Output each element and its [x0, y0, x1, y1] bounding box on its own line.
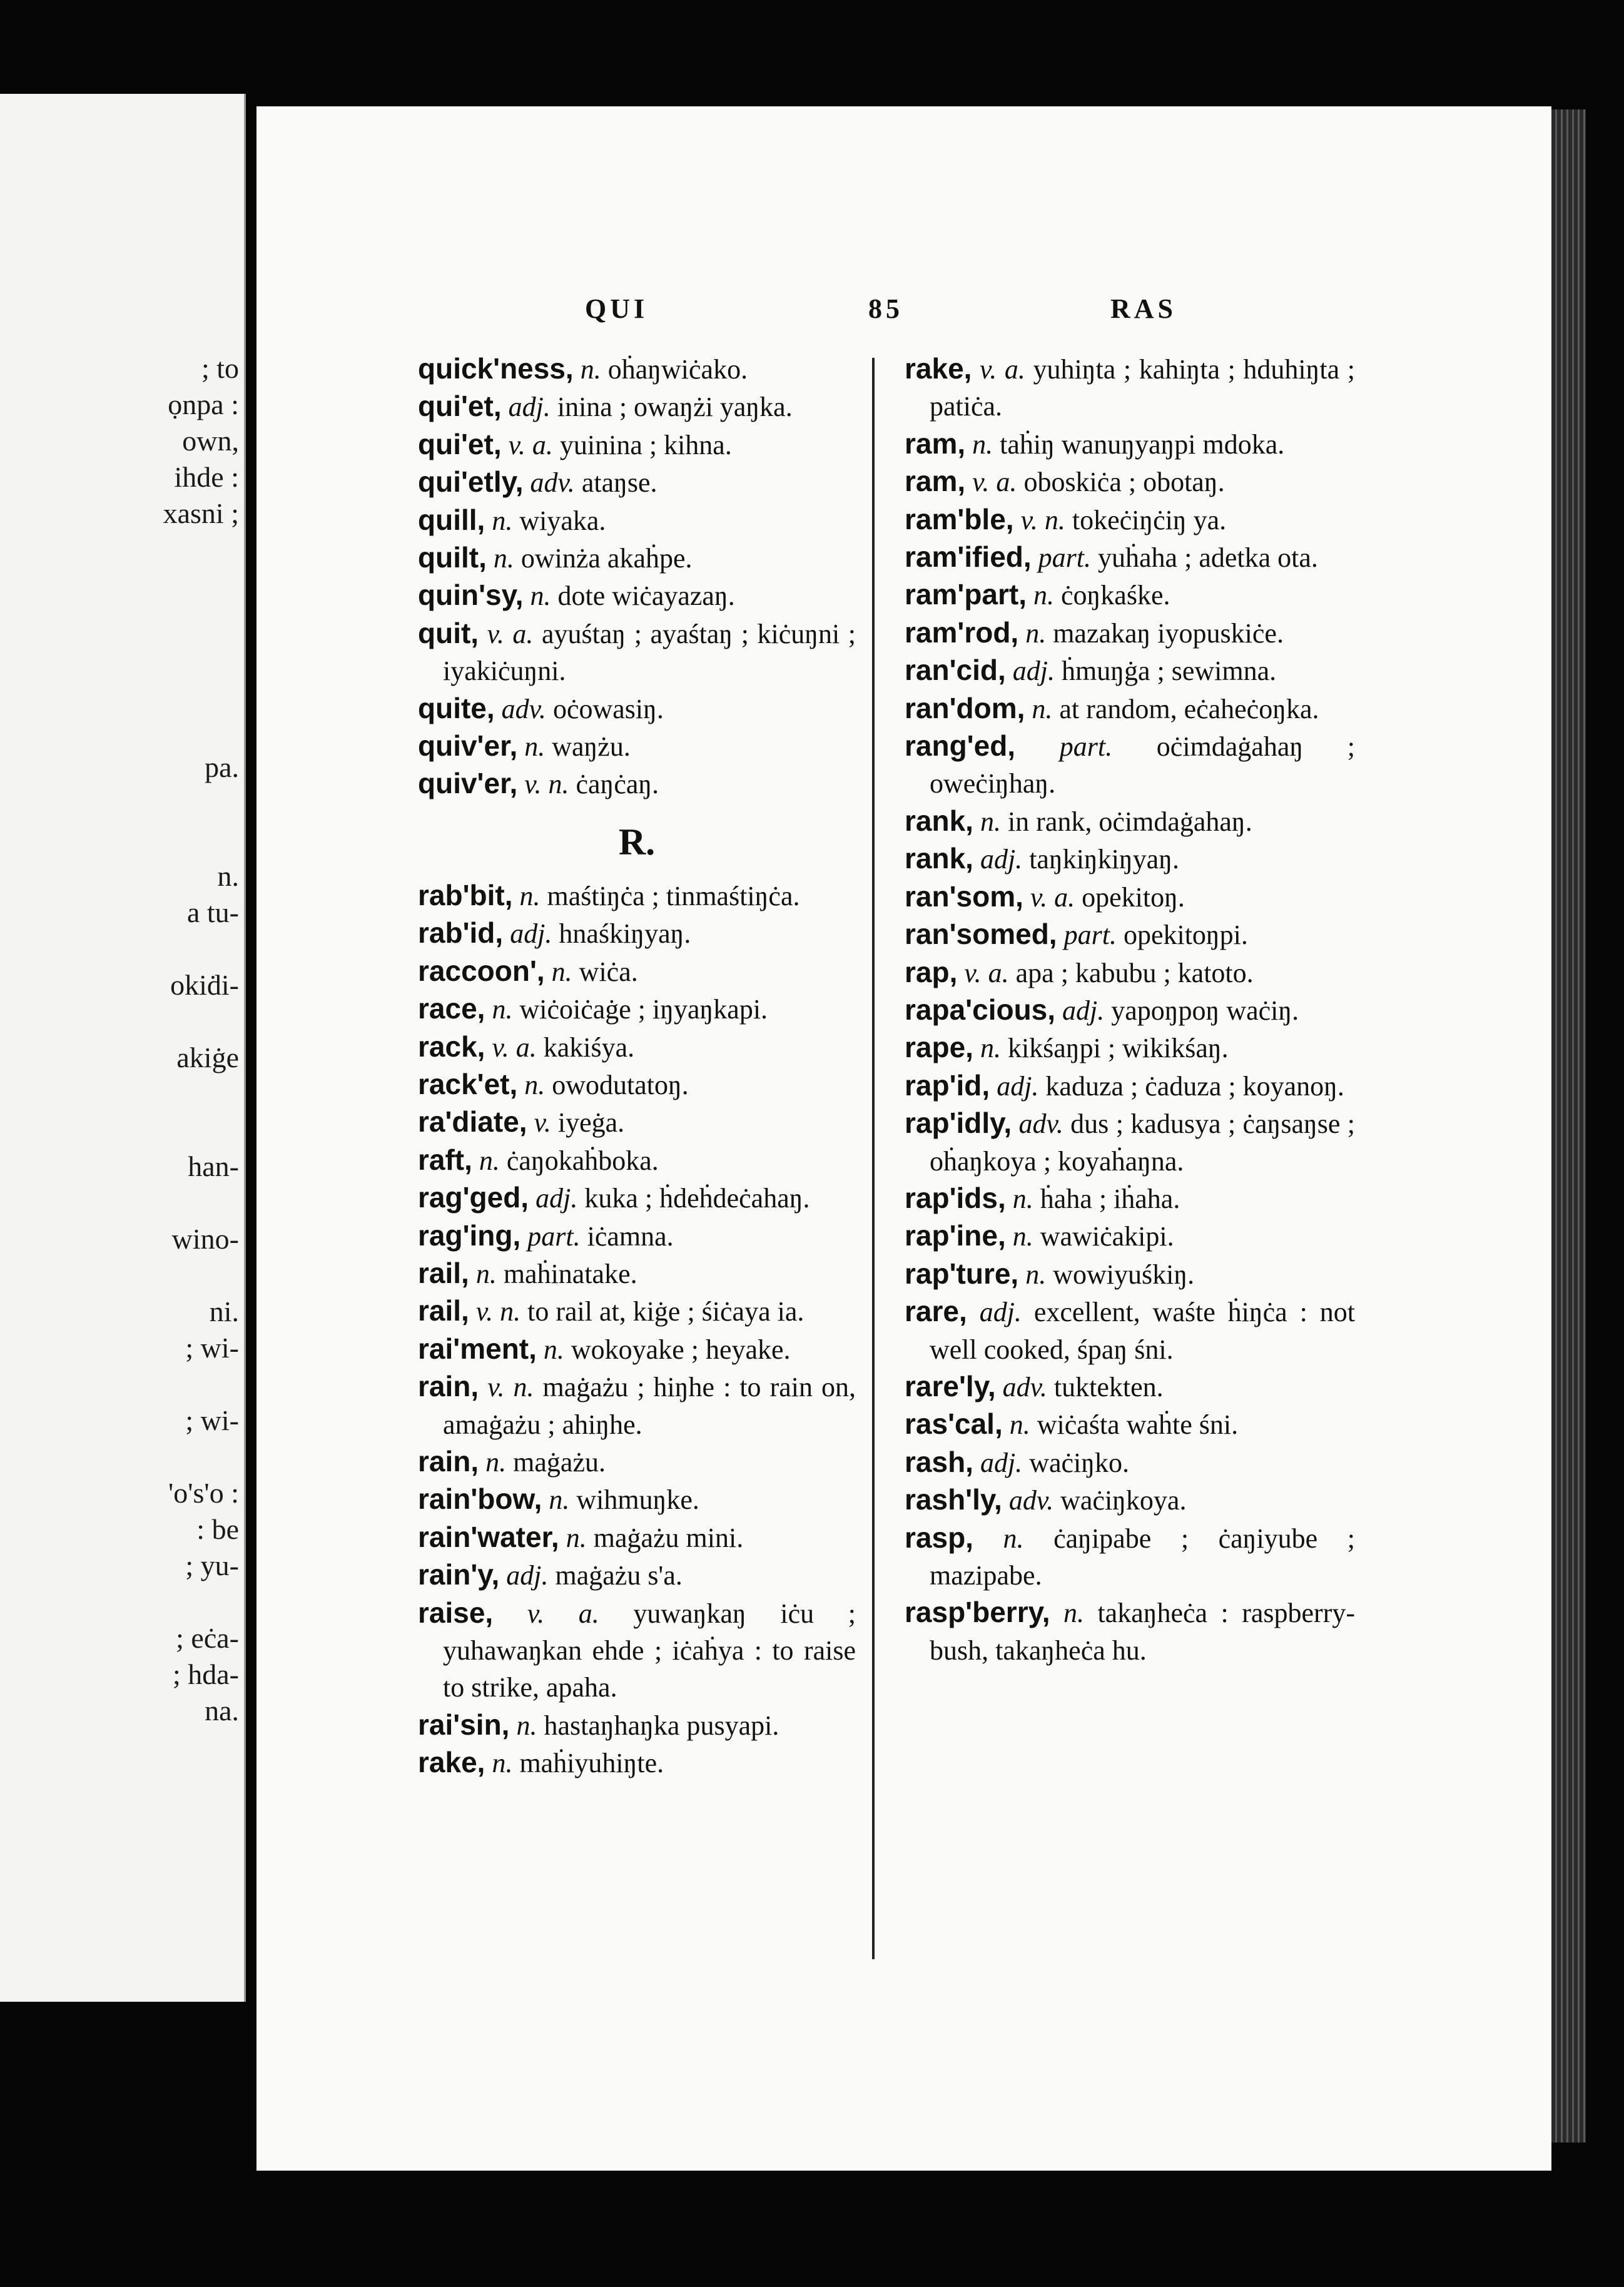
entry-definition: ċaŋokaḣboka. [499, 1145, 659, 1176]
facing-page-text-fragment: ọnpa : [168, 388, 239, 420]
entry-definition: wowiyuśkiŋ. [1046, 1259, 1195, 1290]
dictionary-entry [418, 464, 856, 501]
dictionary-entry [418, 1103, 856, 1141]
entry-definition: maḣiyuhiŋte. [512, 1748, 664, 1779]
entry-headword: rab'id, [418, 916, 504, 950]
entry-headword: rag'ing, [418, 1219, 521, 1252]
entry-headword: raft, [418, 1143, 472, 1176]
dictionary-entry [418, 1481, 856, 1518]
entry-headword: rap'ine, [905, 1219, 1006, 1252]
entry-definition: ċaŋipabe ; ċaŋiyube ; mazipabe. [930, 1523, 1356, 1591]
facing-page-text-fragment: ni. [209, 1296, 239, 1327]
entry-part-of-speech: n. [493, 543, 514, 574]
entry-definition: maśtiŋċa ; tinmaśtiŋċa. [540, 880, 800, 911]
page-number: 85 [868, 293, 903, 324]
dictionary-entry [418, 728, 856, 765]
entry-definition: waċiŋko. [1022, 1447, 1130, 1478]
entry-headword: rank, [905, 804, 973, 837]
facing-page-text-fragment: wino- [171, 1223, 239, 1255]
entry-headword: rank, [905, 842, 973, 875]
facing-page-text-fragment: okiḋi- [170, 969, 239, 1001]
entry-part-of-speech: adj. [980, 844, 1023, 875]
entry-headword: quill, [418, 503, 485, 536]
dictionary-entry [905, 350, 1355, 425]
entry-part-of-speech: adj. [979, 1297, 1022, 1328]
entry-definition: maḣinatake. [496, 1258, 637, 1289]
entry-definition: tuktekten. [1047, 1371, 1164, 1402]
dictionary-entry [905, 954, 1355, 991]
entry-headword: rake, [418, 1746, 485, 1779]
entry-part-of-speech: adv. [1008, 1485, 1054, 1516]
dictionary-entry [905, 1105, 1355, 1180]
entry-part-of-speech: n. [1032, 693, 1053, 724]
entry-definition: oboskiċa ; obotaŋ. [1017, 467, 1225, 498]
entry-headword: rail, [418, 1294, 469, 1327]
entry-part-of-speech: n. [1033, 580, 1055, 611]
entry-definition: to rail at, kiġe ; śiċaya ia. [520, 1296, 804, 1327]
entry-headword: rake, [905, 352, 972, 385]
dictionary-entry [418, 1706, 856, 1744]
entry-definition: waċiŋkoya. [1053, 1485, 1187, 1516]
entry-headword: rap'idly, [905, 1107, 1012, 1140]
entry-headword: rare, [905, 1295, 967, 1328]
entry-definition: at random, eċaheċoŋka. [1052, 693, 1319, 724]
entry-definition: yuwaŋkaŋ iċu ; yuhawaŋkan ehde ; iċaḣya : to raise to strike, apaha. [443, 1598, 856, 1703]
dictionary-entry [418, 1331, 856, 1368]
entry-definition: owodutatoŋ. [545, 1069, 689, 1100]
entry-definition: maġażu ; hiŋhe : to rain on, amaġażu ; ahiŋhe. [443, 1372, 856, 1440]
entry-definition: yuinina ; kihna. [552, 429, 732, 460]
facing-page-text-fragment: han- [188, 1150, 239, 1182]
entry-definition: inina ; owaŋżi yaŋka. [550, 392, 793, 423]
entry-headword: rasp, [905, 1521, 973, 1554]
dictionary-entry [905, 1368, 1355, 1406]
entry-definition: opekitoŋpi. [1116, 920, 1248, 951]
entry-part-of-speech: v. [534, 1107, 551, 1138]
dictionary-entry [905, 728, 1355, 803]
entry-part-of-speech: n. [549, 1484, 570, 1516]
entry-definition: maġażu. [506, 1446, 606, 1478]
entry-part-of-speech: v. a. [492, 1032, 537, 1063]
entry-part-of-speech: n. [524, 731, 546, 763]
dictionary-entry [905, 1067, 1355, 1105]
entry-headword: rain'y, [418, 1558, 500, 1591]
entry-definition: waŋżu. [545, 731, 631, 763]
entry-part-of-speech: n. [479, 1145, 500, 1176]
entry-part-of-speech: n. [492, 994, 513, 1025]
dictionary-entry [418, 539, 856, 577]
dictionary-entry [418, 1595, 856, 1706]
entry-headword: rape, [905, 1031, 973, 1064]
entry-part-of-speech: n. [524, 1069, 546, 1100]
dictionary-entry [905, 1255, 1355, 1293]
entry-definition: excellent, waśte ḣiŋċa : not well cooked, śpaŋ śni. [930, 1297, 1356, 1365]
dictionary-entry [418, 577, 856, 614]
entry-definition: in rank, oċimdaġahaŋ. [1000, 806, 1252, 837]
facing-page-text-fragment: pa. [205, 751, 239, 783]
facing-page-text-fragment: ; wi- [185, 1404, 239, 1436]
facing-page-text-fragment: 'o's'o : [168, 1477, 239, 1509]
entry-headword: ram, [905, 465, 966, 498]
entry-part-of-speech: v. n. [475, 1296, 521, 1327]
dictionary-entry [905, 539, 1355, 576]
entry-definition: dote wiċayazaŋ. [551, 581, 735, 612]
entry-part-of-speech: adv. [1018, 1108, 1063, 1140]
entry-part-of-speech: n. [980, 1033, 1001, 1064]
dictionary-entry [905, 652, 1355, 689]
entry-part-of-speech: adv. [530, 467, 575, 499]
entry-part-of-speech: n. [1012, 1183, 1033, 1214]
dictionary-entry [905, 1481, 1355, 1519]
entry-definition: yuhiŋta ; kahiŋta ; hduhiŋta ; patiċa. [930, 354, 1355, 422]
entry-definition: maġażu mini. [586, 1522, 744, 1553]
entry-definition: apa ; kabubu ; katoto. [1008, 957, 1254, 988]
entry-definition: mazakaŋ iyopuskiċe. [1046, 617, 1284, 649]
entry-part-of-speech: v. n. [487, 1372, 534, 1403]
dictionary-entry [905, 1029, 1355, 1067]
entry-definition: hnaśkiŋyaŋ. [552, 918, 691, 950]
entry-definition: taḣiŋ wanuŋyaŋpi mdoka. [993, 428, 1285, 460]
entry-definition: yuḣaha ; adetka ota. [1091, 542, 1318, 574]
entry-headword: ran'somed, [905, 918, 1057, 951]
entry-headword: rap'ture, [905, 1257, 1019, 1290]
left-column [418, 350, 856, 1782]
dictionary-entry [905, 840, 1355, 878]
entry-part-of-speech: n. [485, 1446, 507, 1478]
section-letter: R. [618, 821, 656, 863]
entry-headword: rare'ly, [905, 1369, 996, 1402]
entry-headword: raccoon', [418, 954, 545, 987]
dictionary-entry [418, 1217, 856, 1255]
entry-headword: qui'et, [418, 427, 502, 460]
entry-definition: wiċa. [572, 956, 638, 987]
entry-part-of-speech: n. [1009, 1409, 1030, 1441]
dictionary-entry [905, 463, 1355, 500]
entry-headword: qui'etly, [418, 465, 524, 499]
entry-part-of-speech: adj. [1012, 656, 1055, 687]
entry-definition: ċaŋċaŋ. [569, 769, 659, 800]
entry-headword: quin'sy, [418, 579, 524, 612]
entry-headword: ran'som, [905, 880, 1023, 913]
entry-definition: wiċoiċaġe ; iŋyaŋkapi. [512, 994, 768, 1025]
dictionary-entry [418, 765, 856, 803]
dictionary-entry [418, 1519, 856, 1556]
entry-headword: quiv'er, [418, 729, 518, 763]
entry-part-of-speech: v. a. [508, 429, 553, 460]
entry-headword: rain'water, [418, 1520, 559, 1553]
entry-part-of-speech: n. [980, 806, 1001, 837]
facing-page-text-fragment: ; yu- [185, 1549, 239, 1581]
entry-part-of-speech: adj. [535, 1183, 578, 1214]
entry-definition: takaŋheċa : raspberry-bush, takaŋheċa hu. [930, 1598, 1355, 1666]
facing-page-text-fragment: xasni ; [163, 497, 239, 529]
entry-part-of-speech: v. a. [980, 354, 1025, 385]
entry-headword: rang'ed, [905, 729, 1016, 763]
entry-definition: wiyaka. [512, 505, 606, 536]
dictionary-entry [418, 1443, 856, 1481]
dictionary-entry [905, 991, 1355, 1029]
entry-headword: rapa'cious, [905, 993, 1056, 1026]
facing-page-text-fragment: a tu- [186, 896, 239, 928]
dictionary-entry [418, 690, 856, 728]
entry-part-of-speech: v. a. [964, 957, 1009, 988]
facing-page-text-fragment: n. [217, 860, 239, 892]
entry-headword: rap'id, [905, 1068, 990, 1102]
dictionary-entry [418, 1028, 856, 1066]
entry-definition: wiċaśta waḣte śni. [1030, 1409, 1239, 1441]
entry-part-of-speech: part. [1038, 542, 1092, 574]
entry-headword: ran'cid, [905, 654, 1006, 687]
dictionary-entry [418, 953, 856, 990]
entry-headword: ran'dom, [905, 691, 1025, 724]
entry-definition: yapoŋpoŋ waċiŋ. [1104, 995, 1299, 1026]
dictionary-entry [418, 388, 856, 425]
entry-part-of-speech: n. [516, 1710, 537, 1741]
entry-definition: kuka ; ḣdeḣdeċahaŋ. [577, 1183, 810, 1214]
column-rule [872, 358, 875, 1959]
entry-headword: rain, [418, 1444, 479, 1478]
entry-definition: oċowasiŋ. [546, 693, 664, 724]
dictionary-entry [418, 1292, 856, 1330]
dictionary-entry [905, 1444, 1355, 1481]
entry-part-of-speech: adj. [510, 918, 552, 950]
entry-part-of-speech: n. [1003, 1523, 1024, 1554]
entry-part-of-speech: v. a. [487, 618, 534, 649]
running-head-left: QUI [585, 293, 649, 324]
entry-definition: maġażu s'a. [548, 1560, 683, 1591]
entry-part-of-speech: n. [566, 1522, 587, 1553]
dictionary-entry [905, 1406, 1355, 1443]
facing-page-text-fragment: ; eċa- [176, 1622, 239, 1654]
entry-definition: wawiċakipi. [1033, 1221, 1174, 1252]
facing-page-text-fragment: ; to [201, 352, 239, 384]
entry-headword: quiv'er, [418, 767, 518, 800]
entry-part-of-speech: adv. [501, 693, 546, 724]
entry-definition: taŋkiŋkiŋyaŋ. [1022, 844, 1179, 875]
entry-headword: rail, [418, 1256, 469, 1289]
entry-definition: wihmuŋke. [569, 1484, 699, 1516]
entry-part-of-speech: v. a. [527, 1598, 599, 1629]
dictionary-entry [905, 1180, 1355, 1217]
running-head-right: RAS [1110, 293, 1177, 324]
dictionary-entry [418, 1179, 856, 1217]
facing-page-text-fragment: akiġe [176, 1042, 239, 1073]
entry-definition: tokeċiŋċiŋ ya. [1065, 504, 1227, 535]
entry-headword: rap, [905, 955, 958, 988]
entry-part-of-speech: n. [972, 428, 993, 460]
entry-part-of-speech: v. a. [1030, 881, 1075, 913]
entry-headword: quilt, [418, 541, 487, 574]
dictionary-entry [418, 1556, 856, 1594]
entry-part-of-speech: n. [492, 1748, 513, 1779]
entry-headword: quick'ness, [418, 352, 574, 385]
entry-headword: race, [418, 992, 485, 1025]
entry-part-of-speech: v. a. [972, 467, 1017, 498]
entry-headword: ra'diate, [418, 1105, 527, 1138]
dictionary-entry [418, 1142, 856, 1179]
entry-part-of-speech: adj. [508, 392, 551, 423]
dictionary-entry [418, 502, 856, 539]
entry-part-of-speech: part. [527, 1220, 581, 1252]
dictionary-entry [905, 803, 1355, 840]
dictionary-entry [905, 576, 1355, 614]
dictionary-entry [905, 1293, 1355, 1368]
entry-definition: ḣmuŋġa ; sewimna. [1055, 656, 1277, 687]
facing-page-text-fragment: : be [196, 1513, 239, 1545]
dictionary-entry [418, 990, 856, 1028]
facing-page-text-fragment: ; wi- [185, 1332, 239, 1364]
entry-headword: ram'part, [905, 578, 1027, 611]
entry-part-of-speech: part. [1063, 920, 1117, 951]
dictionary-entry [905, 501, 1355, 539]
dictionary-entry [418, 426, 856, 464]
dictionary-entry [418, 1368, 856, 1443]
entry-headword: rab'bit, [418, 878, 513, 911]
entry-headword: ram, [905, 427, 966, 460]
entry-definition: ḣaha ; iḣaha. [1033, 1183, 1180, 1214]
book-page-edge [1551, 109, 1586, 2142]
dictionary-entry [418, 877, 856, 915]
facing-page-fragment [0, 94, 246, 2002]
entry-part-of-speech: n. [1025, 617, 1047, 649]
entry-definition: oḣaŋwiċako. [601, 354, 748, 385]
entry-headword: ram'ified, [905, 540, 1032, 574]
entry-part-of-speech: adj. [1062, 995, 1105, 1026]
entry-headword: rash'ly, [905, 1483, 1002, 1516]
facing-page-text-fragment: ; hda- [172, 1658, 239, 1690]
dictionary-entry [418, 615, 856, 690]
dictionary-entry [418, 350, 856, 388]
entry-part-of-speech: n. [530, 581, 551, 612]
entry-part-of-speech: adj. [980, 1447, 1023, 1478]
entry-definition: wokoyake ; heyake. [564, 1334, 791, 1365]
entry-definition: owinża akaḣpe. [514, 543, 693, 574]
entry-part-of-speech: n. [1025, 1259, 1047, 1290]
entry-definition: ataŋse. [574, 467, 657, 499]
facing-page-text-fragment: ihde : [174, 461, 239, 493]
dictionary-entry [418, 1066, 856, 1103]
entry-definition: iċamna. [580, 1220, 674, 1252]
entry-headword: rain, [418, 1370, 479, 1403]
dictionary-entry [905, 1519, 1355, 1595]
dictionary-entry [905, 425, 1355, 463]
dictionary-entry [418, 1744, 856, 1782]
entry-part-of-speech: n. [1063, 1598, 1084, 1629]
entry-headword: quit, [418, 616, 479, 649]
entry-headword: rai'sin, [418, 1708, 510, 1741]
entry-part-of-speech: n. [492, 505, 513, 536]
entry-headword: rap'ids, [905, 1181, 1006, 1214]
dictionary-entry [905, 614, 1355, 652]
entry-headword: rack, [418, 1030, 485, 1063]
entry-part-of-speech: adj. [506, 1560, 549, 1591]
dictionary-entry [905, 1217, 1355, 1255]
entry-definition: ċoŋkaśke. [1054, 580, 1170, 611]
right-column [905, 350, 1355, 1669]
entry-headword: qui'et, [418, 390, 502, 423]
entry-definition: oċimdaġahaŋ ; oweċiŋhaŋ. [930, 731, 1356, 799]
dictionary-entry [905, 916, 1355, 953]
entry-part-of-speech: adj. [997, 1070, 1039, 1102]
entry-headword: raise, [418, 1596, 494, 1629]
entry-part-of-speech: adv. [1002, 1371, 1047, 1402]
entry-definition: kikśaŋpi ; wikikśaŋ. [1000, 1033, 1229, 1064]
dictionary-entry [905, 1594, 1355, 1669]
entry-part-of-speech: v. n. [524, 769, 569, 800]
entry-headword: quite, [418, 691, 495, 724]
entry-part-of-speech: n. [543, 1334, 564, 1365]
entry-definition: kaduza ; ċaduza ; koyanoŋ. [1038, 1070, 1344, 1102]
dictionary-entry [418, 1255, 856, 1292]
entry-headword: rack'et, [418, 1067, 518, 1100]
entry-part-of-speech: n. [551, 956, 572, 987]
entry-headword: ras'cal, [905, 1407, 1003, 1441]
entry-headword: rash, [905, 1445, 973, 1478]
entry-definition: dus ; kadusya ; ċaŋsaŋse ; oḣaŋkoya ; koyaḣaŋna. [930, 1108, 1355, 1177]
entry-headword: rag'ged, [418, 1181, 529, 1214]
entry-part-of-speech: part. [1059, 731, 1113, 763]
entry-definition: ayuśtaŋ ; ayaśtaŋ ; kiċuŋni ; iyakiċuŋni. [443, 618, 856, 687]
dictionary-entry [905, 878, 1355, 916]
entry-part-of-speech: n. [475, 1258, 497, 1289]
entry-definition: hastaŋhaŋka pusyapi. [537, 1710, 779, 1741]
entry-definition: kakiśya. [536, 1032, 635, 1063]
facing-page-text-fragment: na. [205, 1695, 239, 1727]
entry-definition: iyeġa. [551, 1107, 625, 1138]
entry-definition: opekitoŋ. [1075, 881, 1185, 913]
entry-headword: rasp'berry, [905, 1596, 1050, 1629]
entry-part-of-speech: n. [519, 880, 540, 911]
entry-headword: ram'ble, [905, 502, 1014, 535]
facing-page-text-fragment: own, [182, 425, 239, 457]
dictionary-entry [905, 690, 1355, 728]
entry-headword: rai'ment, [418, 1332, 537, 1365]
entry-part-of-speech: v. n. [1020, 504, 1065, 535]
dictionary-entry [418, 915, 856, 952]
entry-part-of-speech: n. [1012, 1221, 1033, 1252]
entry-headword: ram'rod, [905, 616, 1019, 649]
entry-headword: rain'bow, [418, 1483, 542, 1516]
entry-part-of-speech: n. [580, 354, 601, 385]
